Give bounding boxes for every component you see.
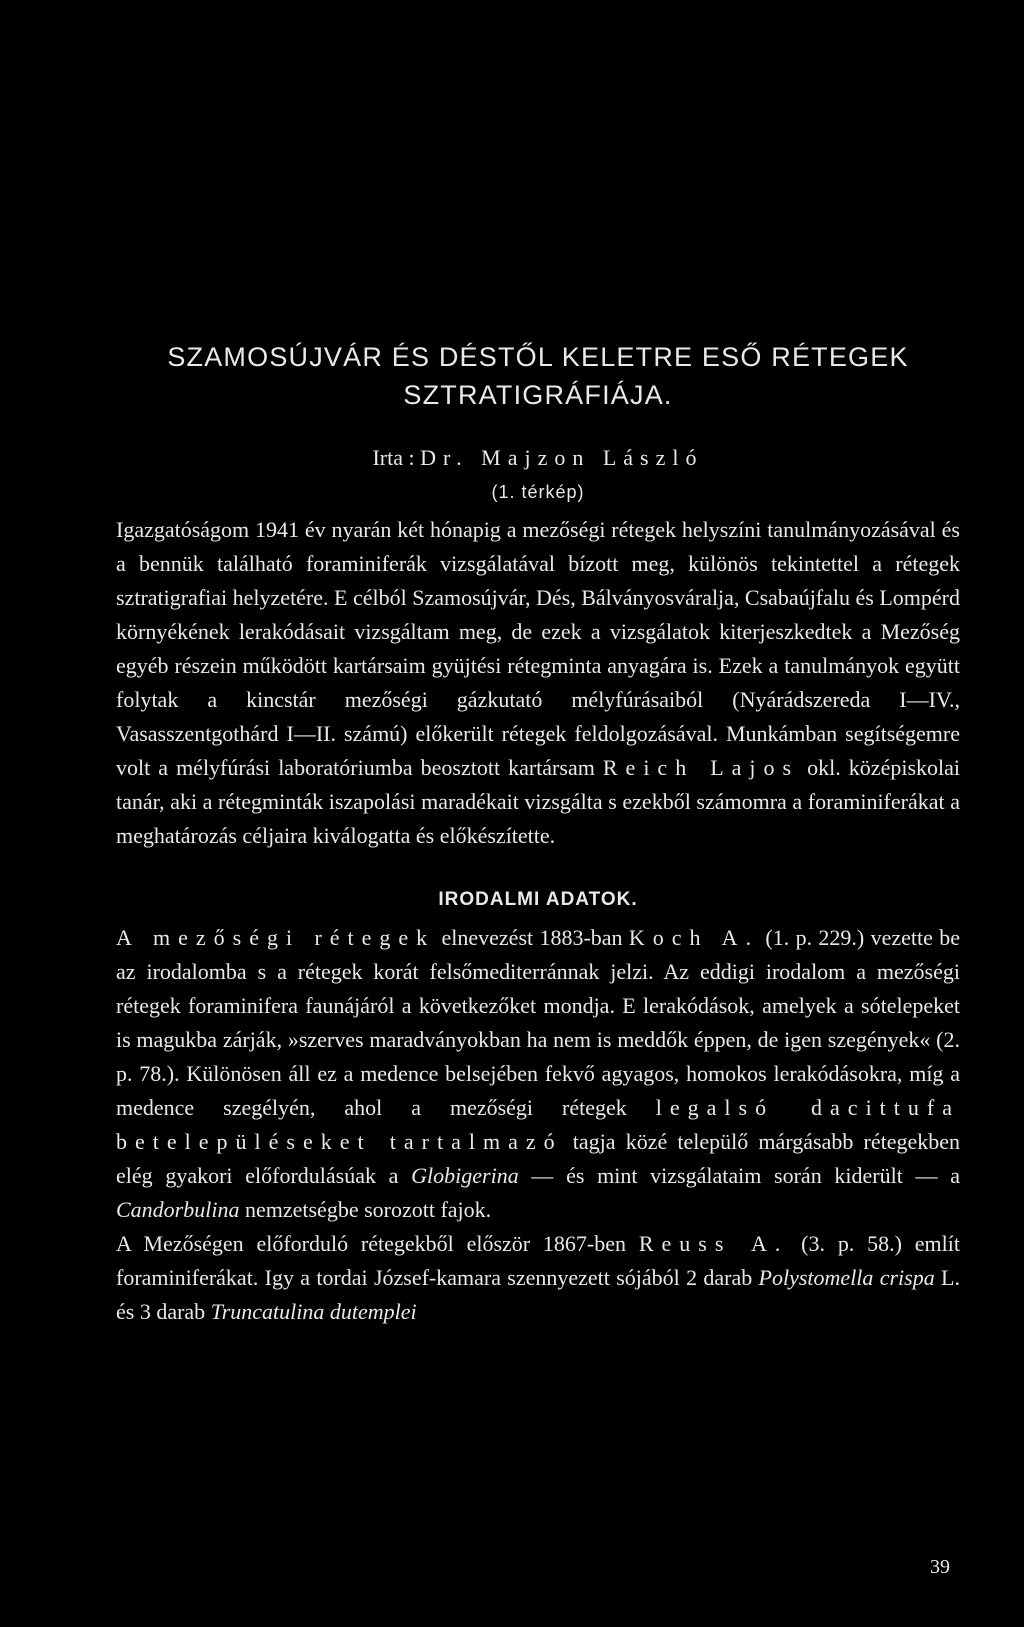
author-line bbox=[116, 444, 960, 472]
literature-paragraph-2 bbox=[116, 1227, 960, 1329]
section-heading: IRODALMI ADATOK. bbox=[438, 889, 638, 910]
italic-globigerina: Globigerina bbox=[411, 1163, 519, 1188]
title-line-1: SZAMOSÚJVÁR ÉS DÉSTŐL KELETRE ESŐ RÉTEGEK bbox=[167, 342, 909, 372]
lit2-text-1: A Mezőségen előforduló rétegekből először 1867-ben bbox=[116, 1231, 639, 1256]
italic-truncatulina: Truncatulina dutemplei bbox=[210, 1299, 417, 1324]
lit1-text-5: nemzetségbe sorozott fajok. bbox=[239, 1197, 492, 1222]
title-line-2: SZTRATIGRÁFIÁJA. bbox=[403, 380, 673, 410]
spaced-name-reich: Reich Lajos bbox=[602, 755, 800, 780]
lit2-text-3: L. és 3 darab bbox=[116, 1265, 960, 1324]
spaced-name-reuss: Reuss A. bbox=[638, 1231, 789, 1256]
author-name: Dr. Majzon László bbox=[420, 445, 704, 470]
author-prefix: Irta : bbox=[372, 445, 421, 470]
lit2-text-2: (3. p. 58.) említ foraminiferákat. Igy a tordai József-kamara szennyezett sójából 2 darab bbox=[116, 1231, 960, 1290]
intro-text-end: okl. középiskolai tanár, aki a rétegminták iszapolási maradékait vizsgálta s ezekből számomra a foraminiferákat a meghatározás céljaira kiválogatta és előkészítette. bbox=[116, 755, 960, 848]
italic-polystomella: Polystomella crispa bbox=[758, 1265, 935, 1290]
page-number: 39 bbox=[930, 1556, 950, 1578]
italic-candorbulina: Candorbulina bbox=[116, 1197, 240, 1222]
lit1-text-2: (1. p. 229.) vezette be az irodalomba s a rétegek korát felsőmediterránnak jelzi. Az eddigi irodalom a mezőségi rétegek foraminifera faunájáról a következőket mondja. E lerakódások, amelyek a sótelepeket is magukba zárják, »szerves maradványokban ha nem is meddők éppen, de igen szegények« (2. p. 78.). Különösen áll ez a medence belsejében fekvő agyagos, homokos lerakódásokra, míg a medence szegélyén, ahol a mezőségi rétegek bbox=[116, 925, 960, 1120]
spaced-term: A mezőségi rétegek bbox=[116, 925, 436, 950]
intro-paragraph bbox=[116, 513, 960, 853]
page-content bbox=[116, 338, 960, 1329]
article-title bbox=[116, 338, 960, 414]
spaced-name-koch: Koch A. bbox=[628, 925, 760, 950]
map-reference: (1. térkép) bbox=[491, 482, 585, 502]
literature-paragraph-1 bbox=[116, 921, 960, 1227]
intro-text: Igazgatóságom 1941 év nyarán két hónapig a mezőségi rétegek helyszíni tanulmányozásával és a bennük található foraminiferák vizsgálatával bízott meg, különös tekintettel a rétegek sztratigrafiai helyzetére. E célból Szamosújvár, Dés, Bálványosváralja, Csabaújfalu és Lompérd környékének lerakódásait vizsgáltam meg, de ezek a vizsgálatok kiterjeszkedtek a Mezőség egyéb részein működött kartársaim gyüjtési rétegminta anyagára is. Ezek a tanulmányok együtt folytak a kincstár mezőségi gázkutató mélyfúrásaiból (Nyárádszereda I—IV., Vasasszentgothárd I—II. számú) előkerült rétegek feldolgozásával. Munkámban segítségemre volt a mélyfúrási laboratóriumba beosztott kartársam bbox=[116, 517, 960, 780]
lit1-text-1: elnevezést 1883-ban bbox=[435, 925, 629, 950]
lit1-text-4: — és mint vizsgálataim során kiderült — a bbox=[518, 1163, 960, 1188]
spaced-legalso: legalsó dacittufa betelepüléseket tartalmazó bbox=[116, 1095, 961, 1154]
lit1-text-3: tagja közé települő márgásabb rétegekben elég gyakori előfordulásúak a bbox=[116, 1129, 960, 1188]
